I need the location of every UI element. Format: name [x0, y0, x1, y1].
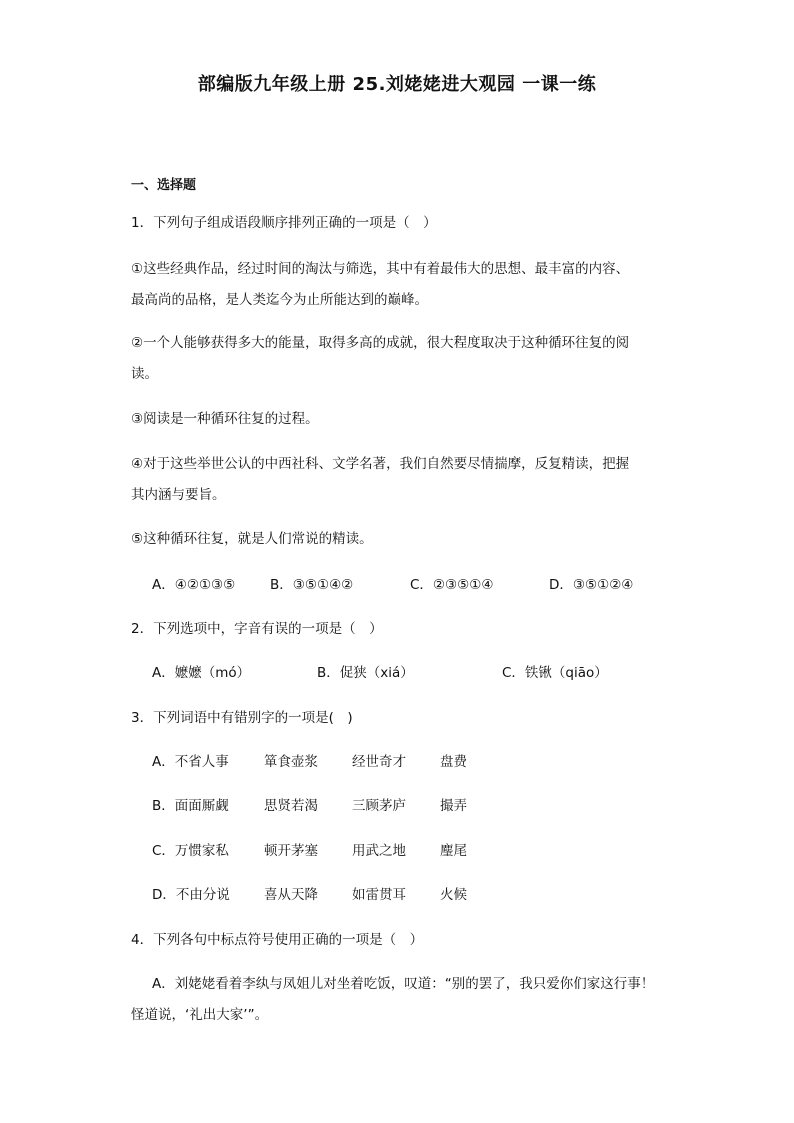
- q3-row-d-word-1: D．不由分说: [152, 887, 230, 903]
- q2-option-c: C．铁锹（qiāo）: [502, 665, 608, 681]
- question-1-stem: 1．下列句子组成语段顺序排列正确的一项是（ ）: [131, 215, 437, 231]
- q4-option-a-line-1: A．刘姥姥看着李纨与凤姐儿对坐着吃饭，叹道：“别的罢了，我只爱你们家这行事！: [152, 976, 655, 992]
- q1-option-a: A．④②①③⑤: [152, 577, 236, 593]
- sentence-4-line-1: ④对于这些举世公认的中西社科、文学名著，我们自然要尽情揣摩，反复精读，把握: [131, 456, 630, 472]
- q2-option-b: B．促狭（xiá）: [317, 665, 414, 681]
- q1-option-c: C．②③⑤①④: [410, 577, 494, 593]
- sentence-2-line-1: ②一个人能够获得多大的能量，取得多高的成就，很大程度取决于这种循环往复的阅: [131, 335, 630, 351]
- q3-row-c-word-1: C．万惯家私: [152, 843, 229, 859]
- q3-row-a-word-1: A．不省人事: [152, 754, 229, 770]
- q3-row-b-word-1: B．面面厮觑: [152, 798, 229, 814]
- q3-row-c-word-3: 用武之地: [352, 843, 406, 859]
- q3-row-d-word-4: 火候: [440, 887, 467, 903]
- sentence-1-line-2: 最高尚的品格，是人类迄今为止所能达到的巅峰。: [131, 292, 428, 308]
- question-3-stem: 3．下列词语中有错别字的一项是( ): [131, 710, 353, 726]
- q1-option-d: D．③⑤①②④: [549, 577, 634, 593]
- q3-row-b-word-4: 撮弄: [440, 798, 467, 814]
- q2-option-a: A．嬷嬷（mó）: [152, 665, 251, 681]
- q3-row-d-word-3: 如雷贯耳: [352, 887, 406, 903]
- q3-row-c-word-4: 麈尾: [440, 843, 467, 859]
- q3-row-a-word-4: 盘费: [440, 754, 467, 770]
- q3-row-b-word-2: 思贤若渴: [264, 798, 318, 814]
- question-4-stem: 4．下列各句中标点符号使用正确的一项是（ ）: [131, 932, 424, 948]
- sentence-2-line-2: 读。: [131, 366, 158, 382]
- q3-row-c-word-2: 顿开茅塞: [264, 843, 318, 859]
- sentence-4-line-2: 其内涵与要旨。: [131, 487, 226, 503]
- sentence-1-line-1: ①这些经典作品，经过时间的淘汰与筛选，其中有着最伟大的思想、最丰富的内容、: [131, 261, 630, 277]
- q3-row-d-word-2: 喜从天降: [264, 887, 318, 903]
- sentence-5: ⑤这种循环往复，就是人们常说的精读。: [131, 531, 373, 547]
- q3-row-a-word-3: 经世奇才: [352, 754, 406, 770]
- q1-option-b: B．③⑤①④②: [270, 577, 354, 593]
- page-title: 部编版九年级上册 25.刘姥姥进大观园 一课一练: [197, 74, 597, 95]
- q4-option-a-line-2: 怪道说，‘礼出大家’”。: [131, 1007, 269, 1023]
- section-heading: 一、选择题: [131, 178, 197, 193]
- sentence-3: ③阅读是一种循环往复的过程。: [131, 411, 319, 427]
- q3-row-b-word-3: 三顾茅庐: [352, 798, 406, 814]
- question-2-stem: 2．下列选项中，字音有误的一项是（ ）: [131, 621, 383, 637]
- q3-row-a-word-2: 箪食壶浆: [264, 754, 318, 770]
